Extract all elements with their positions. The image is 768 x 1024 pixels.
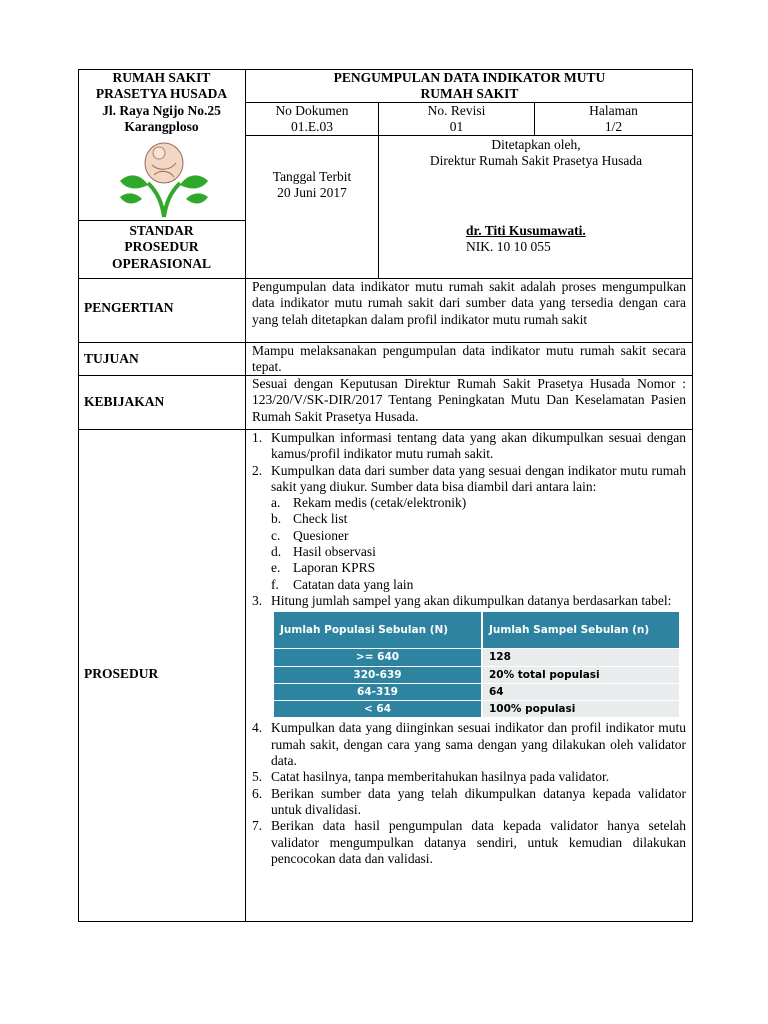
source-a (252, 495, 686, 511)
step-1-number: 1. (252, 430, 263, 445)
kebijakan-label: KEBIJAKAN (84, 394, 165, 409)
step-5 (252, 769, 686, 785)
halaman (535, 103, 692, 136)
step-3 (252, 593, 686, 609)
step-7-number: 7. (252, 818, 263, 834)
no-revisi-value: 01 (449, 119, 464, 135)
sample-header-sampel: Jumlah Sampel Sebulan (n) (482, 612, 679, 649)
hospital-line3: Jl. Raya Ngijo No.25 (102, 102, 221, 118)
sample-table (274, 612, 679, 717)
kebijakan-text: Sesuai dengan Keputusan Direktur Rumah Sakit Prasetya Husada Nomor : 123/20/V/SK-DIR/2017 Tentang Peningkatan Mutu Dan Keselamatan Pasien Rumah Sakit Prasetya Husada. (252, 376, 686, 424)
signer-name: dr. Titi Kusumawati. (466, 223, 586, 238)
halaman-value: 1/2 (604, 119, 623, 135)
step-4-text: Kumpulkan data yang diinginkan sesuai indikator dan profil indikator mutu rumah sakit, dengan cara yang sama dengan yang dilakukan oleh validator data. (271, 720, 686, 769)
source-f-text: Catatan data yang lain (293, 576, 414, 592)
source-a-text: Rekam medis (cetak/elektronik) (293, 495, 467, 511)
signer-nik: NIK. 10 10 055 (466, 239, 551, 255)
source-b-letter: b. (271, 511, 282, 527)
table-row (274, 683, 679, 700)
table-cell-populasi: >= 640 (274, 649, 482, 666)
border-bottom (78, 921, 693, 922)
ditetapkan (379, 137, 693, 170)
pengertian-text: Pengumpulan data indikator mutu rumah sakit adalah proses mengumpulkan data indikator mutu rumah sakit dari sumber data yang tersedia dengan cara yang telah ditetapkan dalam profil indikator mutu rumah sakit (252, 279, 686, 327)
step-6-text: Berikan sumber data yang telah dikumpulkan datanya kepada validator untuk divalidasi. (271, 785, 686, 817)
source-c-text: Quesioner (293, 527, 349, 543)
ditetapkan-line2: Direktur Rumah Sakit Prasetya Husada (429, 153, 643, 169)
logo-divider (78, 220, 246, 221)
tanggal-label: Tanggal Terbit (272, 169, 352, 184)
step-2-number: 2. (252, 462, 263, 478)
sample-header-populasi: Jumlah Populasi Sebulan (N) (274, 612, 482, 649)
step-4-number: 4. (252, 720, 263, 736)
tanggal-terbit (246, 169, 378, 202)
table-cell-populasi: < 64 (274, 701, 482, 718)
step-6 (252, 786, 686, 819)
source-list (252, 495, 686, 593)
table-cell-sampel: 128 (482, 649, 679, 666)
no-revisi-label: No. Revisi (427, 103, 486, 118)
no-dokumen (246, 103, 378, 136)
prosedur-label: PROSEDUR (84, 666, 159, 681)
pengertian-label: PENGERTIAN (84, 300, 174, 315)
table-row (274, 649, 679, 666)
source-b (252, 511, 686, 527)
ditetapkan-line1: Ditetapkan oleh, (491, 137, 581, 152)
source-c-letter: c. (271, 527, 281, 543)
hospital-line1: RUMAH SAKIT (112, 70, 211, 85)
document-title (246, 70, 693, 103)
step-4 (252, 720, 686, 769)
step-1 (252, 430, 686, 463)
step-3-text: Hitung jumlah sampel yang akan dikumpulkan datanya berdasarkan tabel: (271, 592, 672, 608)
step-5-number: 5. (252, 769, 263, 785)
hospital-line2: PRASETYA HUSADA (95, 86, 228, 102)
step-1-text: Kumpulkan informasi tentang data yang akan dikumpulkan sesuai dengan kamus/profil indikator mutu rumah sakit. (271, 430, 686, 462)
title-line1: PENGUMPULAN DATA INDIKATOR MUTU (333, 70, 606, 85)
tanggal-value: 20 Juni 2017 (277, 185, 347, 201)
halaman-label: Halaman (589, 103, 638, 118)
hospital-name (78, 70, 245, 135)
sop-line1: STANDAR (129, 223, 194, 238)
tujuan-label: TUJUAN (84, 351, 139, 366)
sop-document (78, 69, 693, 921)
step-7 (252, 818, 686, 867)
step-6-number: 6. (252, 785, 263, 801)
step-7-text: Berikan data hasil pengumpulan data kepada validator hanya setelah validator mengumpulkan datanya sendiri, untuk kemudian dilakukan pencocokan data dan validasi. (271, 818, 686, 866)
title-line2: RUMAH SAKIT (420, 86, 519, 102)
sample-table-header (274, 612, 679, 649)
source-d-text: Hasil observasi (293, 544, 376, 560)
step-3-number: 3. (252, 592, 263, 608)
signer (466, 223, 686, 256)
source-d-letter: d. (271, 544, 282, 560)
source-e-letter: e. (271, 560, 281, 576)
table-row (274, 666, 679, 683)
sop-line2: PROSEDUR (124, 239, 199, 255)
table-cell-populasi: 320-639 (274, 666, 482, 683)
no-dokumen-label: No Dokumen (275, 103, 349, 118)
hospital-logo-icon (118, 141, 210, 219)
step-2 (252, 463, 686, 496)
border-right (692, 69, 693, 922)
prosedur-steps (252, 430, 686, 867)
source-e-text: Laporan KPRS (293, 560, 376, 576)
source-b-text: Check list (293, 511, 348, 527)
source-f-letter: f. (271, 576, 279, 592)
table-cell-sampel: 64 (482, 683, 679, 700)
source-f (252, 577, 686, 593)
source-e (252, 560, 686, 576)
source-d (252, 544, 686, 560)
sop-label (78, 223, 245, 272)
table-row (274, 701, 679, 718)
table-cell-populasi: 64-319 (274, 683, 482, 700)
hospital-line4: Karangploso (124, 118, 199, 134)
step-5-text: Catat hasilnya, tanpa memberitahukan hasilnya pada validator. (271, 769, 610, 785)
border-left (78, 69, 79, 922)
tujuan-text: Mampu melaksanakan pengumpulan data indikator mutu rumah sakit secara tepat. (252, 343, 686, 375)
table-cell-sampel: 20% total populasi (482, 666, 679, 683)
source-c (252, 528, 686, 544)
no-dokumen-value: 01.E.03 (291, 119, 333, 135)
sop-line3: OPERASIONAL (111, 255, 211, 271)
step-2-text: Kumpulkan data dari sumber data yang sesuai dengan indikator mutu rumah sakit yang diukur. Sumber data bisa diambil dari antara lain: (271, 462, 686, 494)
source-a-letter: a. (271, 495, 281, 511)
table-cell-sampel: 100% populasi (482, 701, 679, 718)
no-revisi (379, 103, 534, 136)
